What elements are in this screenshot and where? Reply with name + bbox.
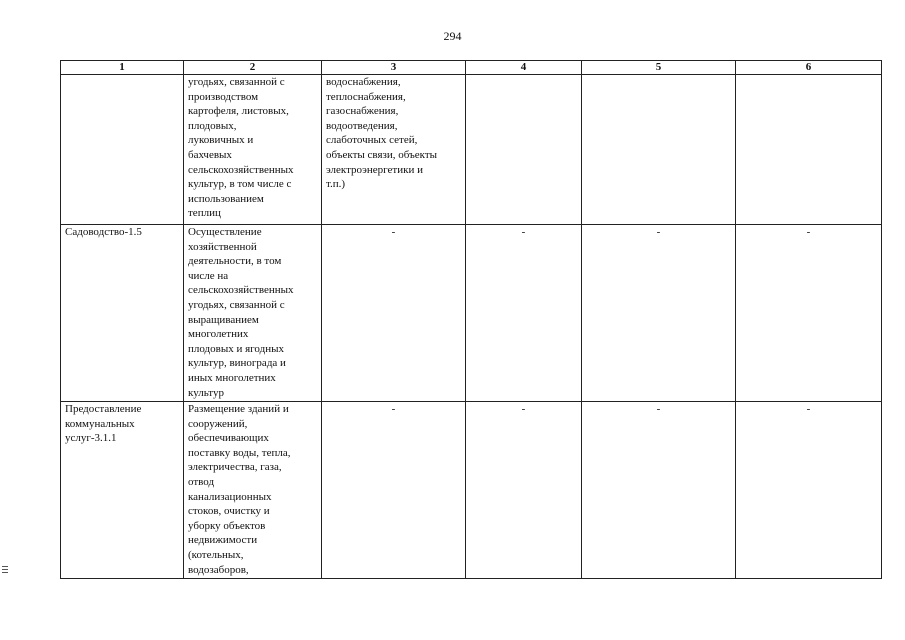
header-col-4: 4: [466, 61, 582, 75]
row1-col3: водоснабжения, теплоснабжения, газоснабжения, водоотведения, слаботочных сетей, объекты связи, объекты электроэнергетики и т.п.): [322, 75, 466, 225]
row2-use-name: Садоводство-1.5: [61, 225, 184, 402]
row2-col6: -: [736, 225, 882, 402]
row1-col4: [466, 75, 582, 225]
row3-col4: -: [466, 402, 582, 579]
row2-description: Осуществление хозяйственной деятельности, в том числе на сельскохозяйственных угодьях, связанной с выращиванием многолетних плодовых и ягодных культур, винограда и иных многолетних культур: [184, 225, 322, 402]
table-header-row: [61, 61, 882, 75]
header-col-2: 2: [184, 61, 322, 75]
row1-use-name: [61, 75, 184, 225]
table-row: [61, 225, 882, 402]
table-row: [61, 75, 882, 225]
table-row: [61, 402, 882, 579]
row3-col3: -: [322, 402, 466, 579]
header-col-3: 3: [322, 61, 466, 75]
header-col-6: 6: [736, 61, 882, 75]
row2-col4: -: [466, 225, 582, 402]
row2-col5: -: [582, 225, 736, 402]
row3-col5: -: [582, 402, 736, 579]
row3-use-name: Предоставление коммунальных услуг-3.1.1: [61, 402, 184, 579]
row1-description: угодьях, связанной с производством картофеля, листовых, плодовых, луковичных и бахчевых сельскохозяйственных культур, в том числе с использованием теплиц: [184, 75, 322, 225]
row1-col6: [736, 75, 882, 225]
row3-col6: -: [736, 402, 882, 579]
zoning-table: [60, 60, 882, 579]
header-col-1: 1: [61, 61, 184, 75]
page-number: 294: [443, 29, 462, 43]
row2-col3: -: [322, 225, 466, 402]
row3-description: Размещение зданий и сооружений, обеспечивающих поставку воды, тепла, электричества, газа, отвод канализационных стоков, очистку и уборку объектов недвижимости (котельных, водозаборов,: [184, 402, 322, 579]
margin-mark: [2, 566, 8, 573]
header-col-5: 5: [582, 61, 736, 75]
row1-col5: [582, 75, 736, 225]
